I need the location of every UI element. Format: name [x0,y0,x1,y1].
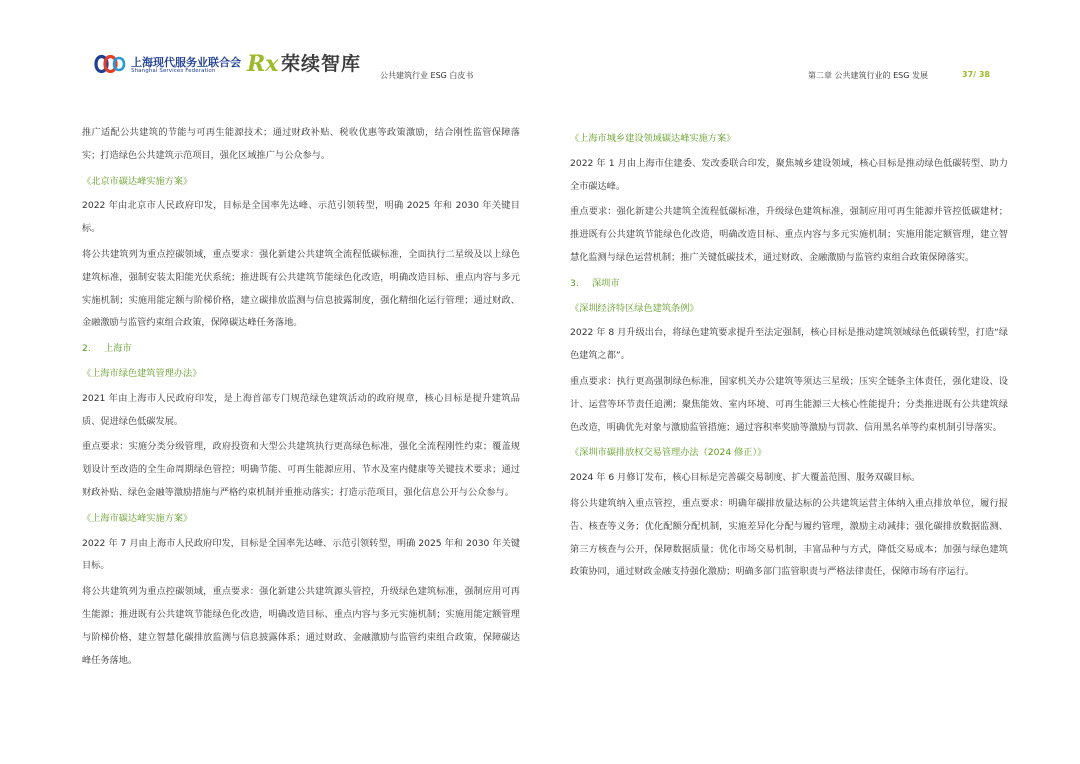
body-paragraph: 2022 年 1 月由上海市住建委、发改委联合印发，聚焦城乡建设领域，核心目标是推动绿色低碳转型、助力全市碳达峰。 [570,157,1008,192]
policy-title: 《深圳经济特区绿色建筑条例》 [570,302,699,314]
chapter-title: 第二章 公共建筑行业的 ESG 发展 [808,71,928,80]
body-paragraph: 2022 年 8 月升级出台，将绿色建筑要求提升至法定强制，核心目标是推动建筑领域绿色低碳转型，打造“绿色建筑之都”。 [570,327,1008,362]
section-heading [82,338,520,361]
page-header [0,0,1080,86]
rongxu-logo-mark [247,52,278,76]
policy-title: 《上海市绿色建筑管理办法》 [82,367,202,379]
page-number: 37/ 38 [962,70,990,79]
body-paragraph: 重点要求：实施分类分级管理，政府投资和大型公共建筑执行更高绿色标准，强化全流程刚性约束；覆盖规划设计至改造的全生命周期绿色管控；明确节能、可再生能源应用、节水及室内健康等关键技术要求；通过财政补贴、绿色金融等激励措施与严格约束机制并重推动落实；打造示范项目，强化信息公开与公众参与。 [82,441,520,498]
body-paragraph: 推广适配公共建筑的节能与可再生能源技术；通过财政补贴、税收优惠等政策激励，结合刚性监管保障落实；打造绿色公共建筑示范项目，强化区域推广与公众参与。 [82,127,520,161]
body-paragraph: 将公共建筑纳入重点管控，重点要求：明确年碳排放量达标的公共建筑运营主体纳入重点排放单位，履行报告、核查等义务；优化配额分配机制，实施差异化分配与履约管理，激励主动减排；强化碳排放数据监测、第三方核查与公开，保障数据质量；优化市场交易机制，丰富品种与方式，降低交易成本；加强与绿色建筑政策协同，通过财政金融支持强化激励；明确多部门监管职责与严格法律责任，保障市场有序运行。 [570,497,1008,578]
federation-logo-icon [93,50,127,78]
rongxu-logo-mark-text: Rx [247,51,279,77]
section-label: 上海市 [104,343,132,355]
policy-title: 《上海市碳达峰实施方案》 [82,512,193,524]
body-paragraph: 2021 年由上海市人民政府印发，是上海首部专门规范绿色建筑活动的政府规章，核心目标是提升建筑品质、促进绿色低碳发展。 [82,392,520,427]
body-paragraph: 2022 年 7 月由上海市人民政府印发，目标是全国率先达峰、示范引领转型，明确 2025 年和 2030 年关键目标。 [82,537,520,572]
document-title: 公共建筑行业 ESG 白皮书 [380,71,474,80]
section-number: 3. [570,277,579,289]
policy-title: 《北京市碳达峰实施方案》 [82,175,193,187]
rongxu-logo-name: 荣续智库 [281,53,362,75]
left-column [82,122,520,675]
right-column [570,128,1008,587]
body-paragraph: 2022 年由北京市人民政府印发，目标是全国率先达峰、示范引领转型，明确 2025 年和 2030 年关键目标。 [82,200,520,235]
section-heading [570,273,1008,296]
policy-title: 《上海市城乡建设领域碳达峰实施方案》 [570,133,736,144]
section-number: 2. [82,343,91,355]
policy-title: 《深圳市碳排放权交易管理办法（2024 修正）》 [570,447,767,459]
body-paragraph: 将公共建筑列为重点控碳领域，重点要求：强化新建公共建筑源头管控，升级绿色建筑标准，强制应用可再生能源；推进既有公共建筑节能绿色化改造，明确改造目标、重点内容与多元实施机制；实施用能定额管理与阶梯价格，建立智慧化碳排放监测与信息披露体系；通过财政、金融激励与监管约束组合政策，保障碳达峰任务落地。 [82,586,520,666]
federation-logo-name: 上海现代服务业联合会 [131,56,241,69]
body-paragraph: 重点要求：执行更高强制绿色标准，国家机关办公建筑等须达三星级；压实全链条主体责任，强化建设、设计、运营等环节责任追溯；聚焦能效、室内环境、可再生能源三大核心性能提升；分类推进既有公共建筑绿色改造，明确优先对象与激励监管措施；通过容积率奖励等激励与罚款、信用黑名单等约束机制引导落实。 [570,375,1008,433]
body-paragraph: 将公共建筑列为重点控碳领域，重点要求：强化新建公共建筑全流程低碳标准，全面执行二星级及以上绿色建筑标准，强制安装太阳能光伏系统；推进既有公共建筑节能绿色化改造，明确改造目标、重点内容与多元实施机制；实施用能定额与阶梯价格，建立碳排放监测与信息披露制度，强化精细化运行管理；通过财政、金融激励与监管约束组合政策，保障碳达峰任务落地。 [82,248,520,329]
body-paragraph: 2024 年 6 月修订发布，核心目标是完善碳交易制度、扩大覆盖范围、服务双碳目标。 [570,472,921,484]
section-label: 深圳市 [592,277,620,289]
federation-logo-english: Shanghai Services Federation [131,68,216,74]
body-paragraph: 重点要求：强化新建公共建筑全流程低碳标准，升级绿色建筑标准，强制应用可再生能源并管控低碳建材；推进既有公共建筑节能绿色化改造，明确改造目标、重点内容与多元实施机制；实施用能定额管理，建立智慧化监测与绿色运营机制；推广关键低碳技术，通过财政、金融激励与监管约束组合政策保障落实。 [570,206,1008,263]
